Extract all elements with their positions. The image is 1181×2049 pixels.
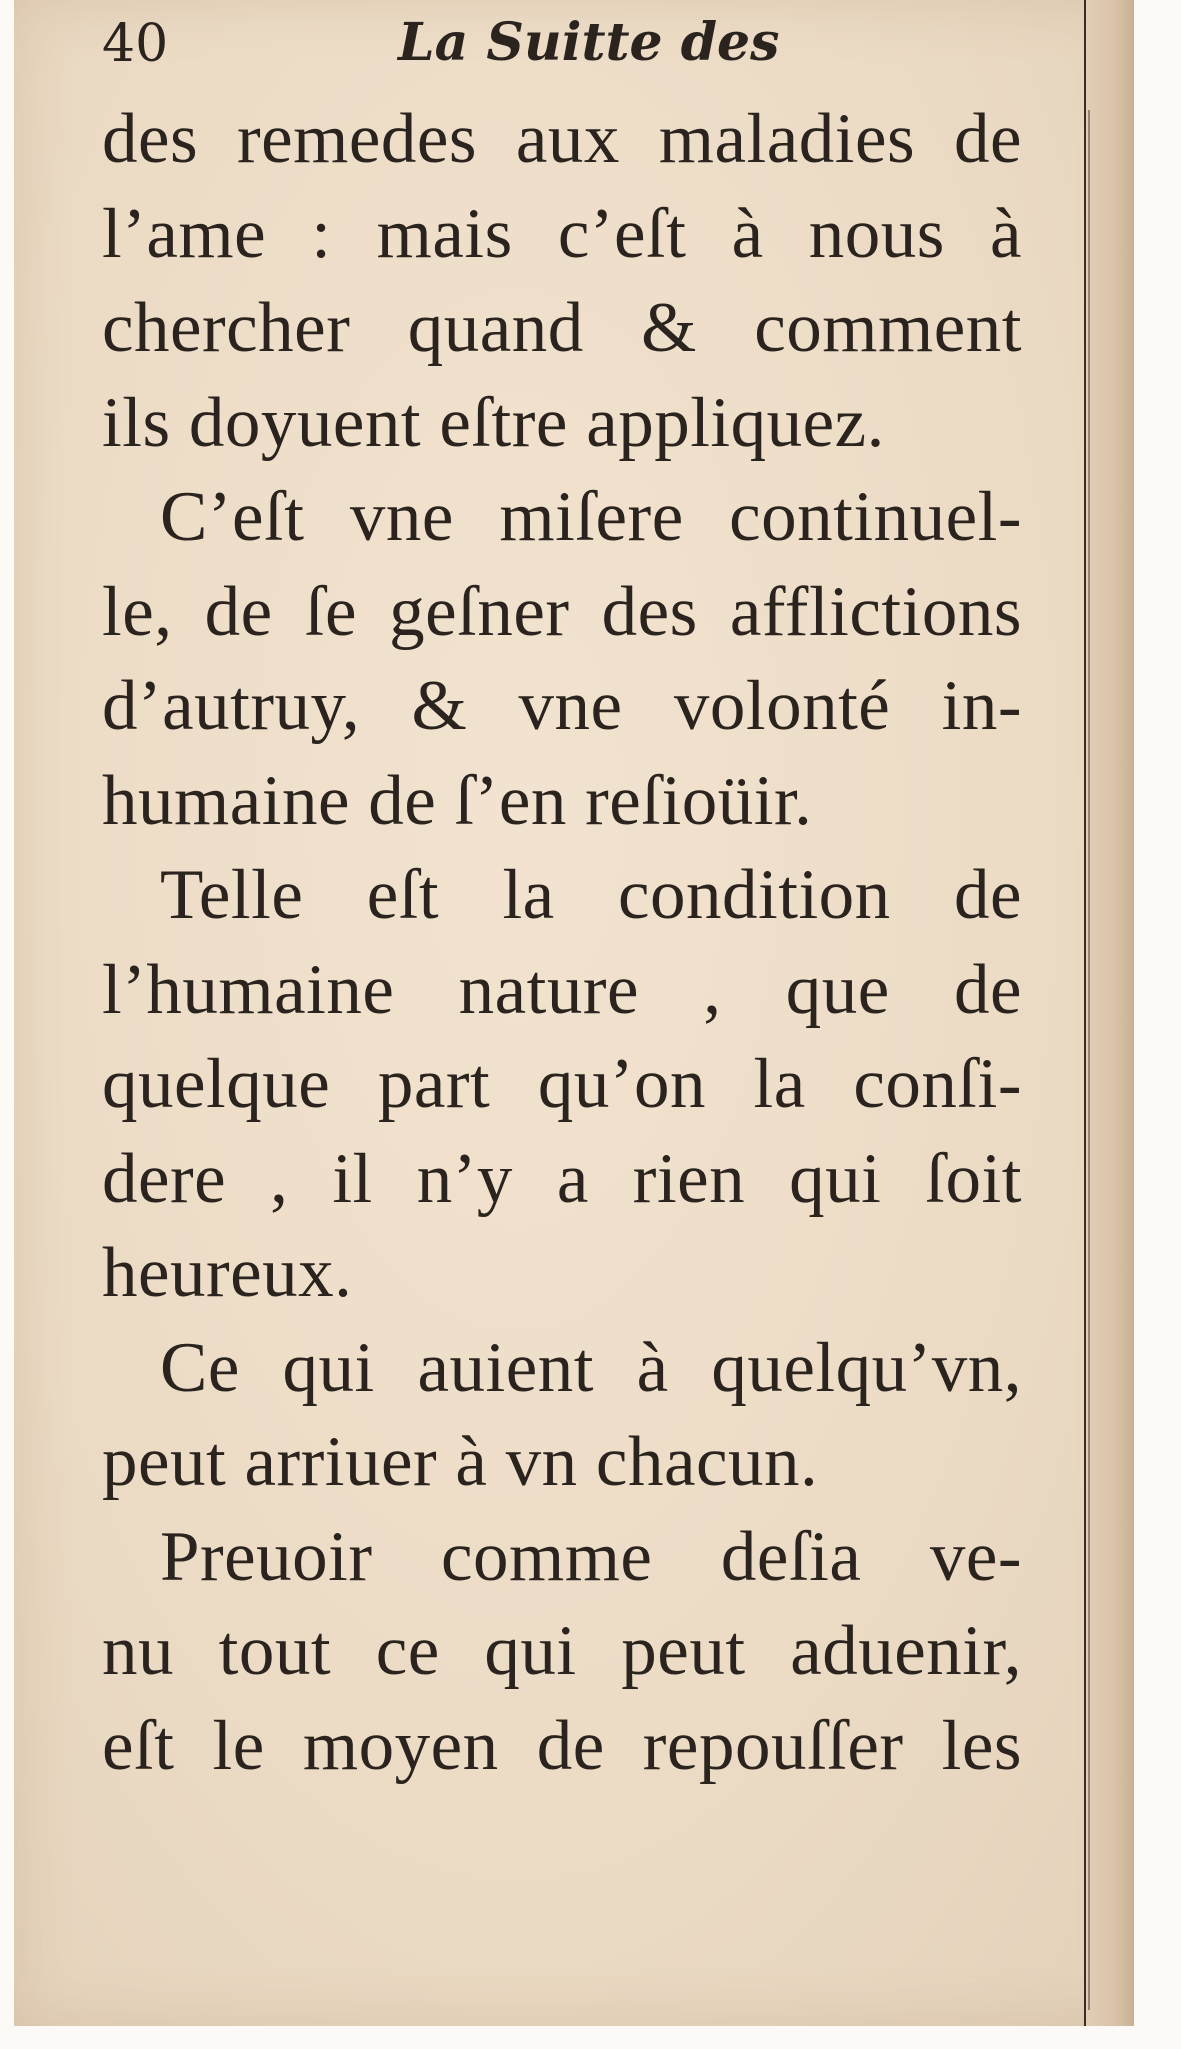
text-line: Preuoir comme deſia ve- (160, 1517, 1022, 1596)
text-line: Telle eſt la condition de (160, 856, 1022, 934)
text-line: C’eſt vne miſere continuel- (160, 478, 1022, 556)
text-line: eſt le moyen de repouſſer les (102, 1706, 1022, 1785)
running-title: La Suitte des (398, 12, 780, 73)
text-line: dere , il n’y a rien qui ſoit (102, 1139, 1022, 1218)
text-line: chercher quand & comment (102, 289, 1022, 367)
page-gutter (1084, 0, 1134, 2026)
text-line: l’humaine nature , que de (102, 950, 1022, 1029)
text-line: humaine de ſ’en reſioüir. (102, 761, 813, 840)
binding-edge (1088, 110, 1090, 2010)
text-line: des remedes aux maladies de (102, 100, 1022, 178)
text-line: ils doyuent eſtre appliquez. (102, 383, 885, 462)
text-line: l’ame : mais c’eſt à nous à (102, 194, 1022, 273)
text-line: peut arriuer à vn chacun. (102, 1423, 819, 1501)
text-line: d’autruy, & vne volonté in- (102, 667, 1022, 745)
body-text (102, 92, 1022, 1793)
text-line: quelque part qu’on la conſi- (102, 1045, 1022, 1123)
running-head (14, 8, 1134, 80)
page-number: 40 (102, 14, 169, 74)
text-line: Ce qui auient à quelqu’vn, (160, 1328, 1022, 1407)
book-page (14, 0, 1134, 2026)
text-line: nu tout ce qui peut aduenir, (102, 1612, 1022, 1690)
text-line: heureux. (102, 1234, 353, 1312)
text-line: le, de ſe geſner des afflictions (102, 572, 1022, 651)
